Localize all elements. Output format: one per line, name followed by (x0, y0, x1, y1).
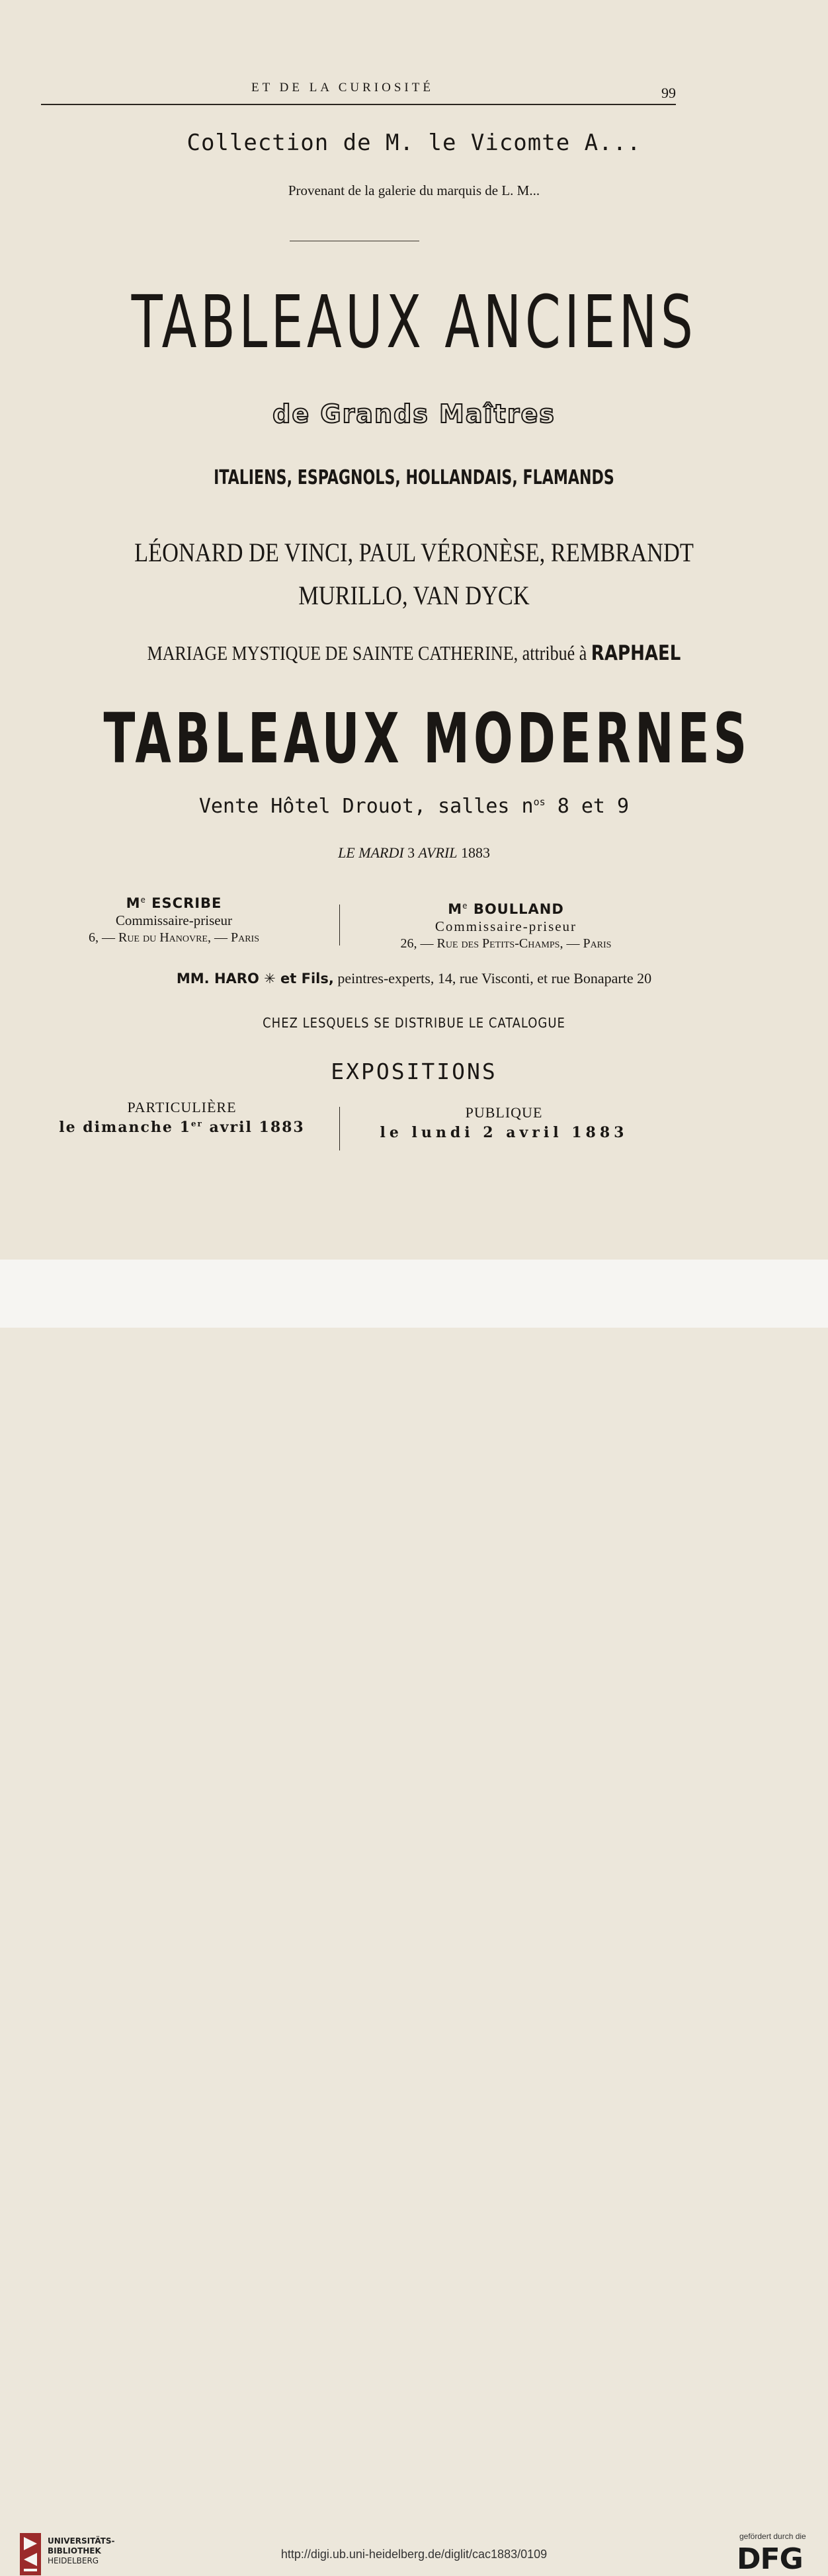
auctioneer-address: 6, — Rue du Hanovre, — Paris (88, 930, 260, 945)
artists-line-2: MURILLO, VAN DYCK (298, 581, 530, 610)
dfg-logo: DFG (737, 2542, 803, 2576)
expositions-heading: EXPOSITIONS (331, 1059, 497, 1084)
subtitle-grands-maitres: de Grands Maîtres (272, 399, 556, 428)
mariage-line (66, 641, 762, 665)
auctioneers-divider (339, 905, 340, 946)
catalogue-line: CHEZ LESQUELS SE DISTRIBUE LE CATALOGUE (263, 1015, 565, 1031)
auctioneer-escribe (38, 895, 310, 946)
page-number: 99 (661, 85, 676, 101)
public-exhibition (352, 1104, 656, 1141)
expositions-divider (339, 1107, 340, 1150)
date-weekday: LE MARDI (338, 844, 404, 861)
sale-date (0, 844, 828, 862)
private-date-sup: er (190, 1119, 203, 1129)
date-month: AVRIL (418, 844, 458, 861)
title-sup: e (462, 901, 468, 910)
private-label: PARTICULIÈRE (127, 1099, 237, 1115)
auctioneer-name (38, 895, 310, 911)
scanned-page (0, 0, 828, 1260)
support-text: gefördert durch die (739, 2532, 806, 2541)
mariage-text: MARIAGE MYSTIQUE DE SAINTE CATHERINE, attribué à (147, 641, 587, 664)
library-line-2: BIBLIOTHEK (48, 2546, 101, 2556)
running-title: ET DE LA CURIOSITÉ (251, 81, 434, 95)
private-date-a: le dimanche 1 (59, 1119, 191, 1136)
experts-names: MM. HARO ✳ et Fils, (176, 971, 334, 986)
name-text: BOULLAND (468, 901, 564, 917)
date-year: 1883 (457, 844, 490, 861)
venue-rooms: 8 et 9 (545, 795, 630, 818)
experts-details: peintres-experts, 14, rue Visconti, et rue Bonaparte 20 (333, 970, 652, 986)
auctioneer-role: Commissaire-priseur (435, 918, 577, 934)
title-abbr: M (448, 901, 463, 917)
public-date: le lundi 2 avril 1883 (380, 1124, 628, 1141)
title-tableaux-anciens: TABLEAUX ANCIENS (131, 280, 697, 364)
venue-sup: os (533, 796, 546, 808)
title-sup: e (140, 895, 146, 905)
name-text: ESCRIBE (145, 895, 222, 911)
library-line-1: UNIVERSITÄTS- (48, 2536, 115, 2546)
venue-text: Vente Hôtel Drouot, salles n (198, 795, 534, 818)
sale-venue (0, 795, 828, 818)
private-date (26, 1119, 337, 1136)
library-line-3: HEIDELBERG (48, 2556, 99, 2565)
collection-line: Collection de M. le Vicomte A... (186, 130, 642, 156)
viewer-footer (0, 1260, 828, 2576)
schools-line: ITALIENS, ESPAGNOLS, HOLLANDAIS, FLAMANDS (214, 466, 614, 489)
experts-line (0, 970, 828, 987)
public-label: PUBLIQUE (465, 1104, 543, 1121)
date-day: 3 (403, 844, 419, 861)
title-tableaux-modernes: TABLEAUX MODERNES (103, 698, 751, 779)
auctioneer-boulland (351, 901, 661, 951)
mariage-artist: RAPHAEL (591, 641, 681, 665)
header-rule (41, 104, 676, 105)
provenance-line: Provenant de la galerie du marquis de L. M... (288, 182, 540, 198)
permalink-url[interactable]: http://digi.ub.uni-heidelberg.de/diglit/cac1883/0109 (280, 2548, 548, 2561)
private-exhibition (26, 1099, 337, 1136)
auctioneer-address: 26, — Rue des Petits-Champs, — Paris (400, 936, 612, 951)
auctioneer-role: Commissaire-priseur (115, 912, 233, 928)
title-abbr: M (126, 895, 141, 911)
auctioneer-name (351, 901, 661, 917)
private-date-b: avril 1883 (202, 1119, 305, 1136)
artists-line-1: LÉONARD DE VINCI, PAUL VÉRONÈSE, REMBRANDT (134, 538, 694, 567)
